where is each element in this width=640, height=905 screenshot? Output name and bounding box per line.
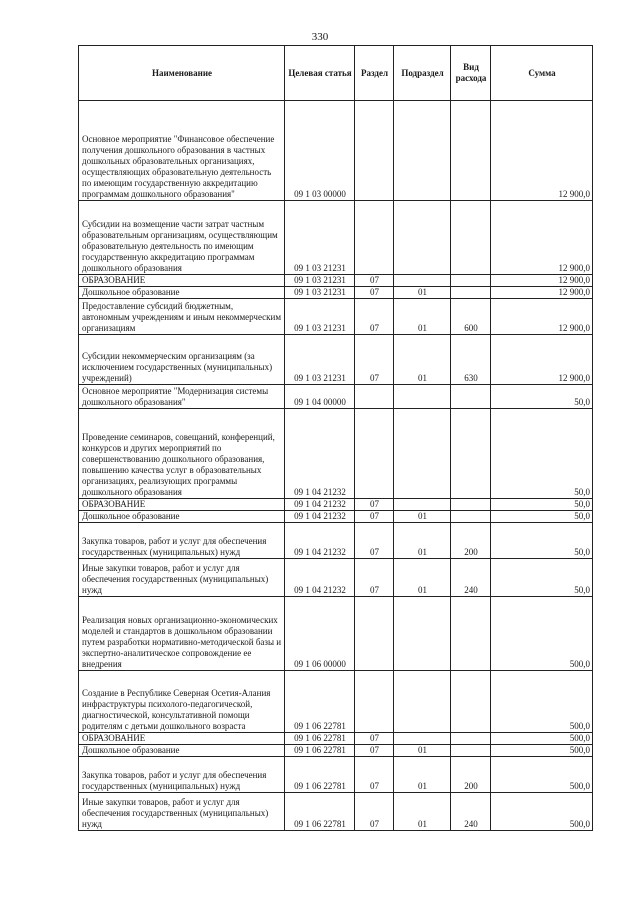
row-label: Предоставление субсидий бюджетным, автономным учреждениям и иным некоммерческим организациям bbox=[82, 301, 282, 333]
header-subsection: Подраздел bbox=[394, 46, 451, 101]
table-row bbox=[79, 745, 593, 757]
cell-code: 09 1 06 22781 bbox=[285, 671, 355, 733]
row-label: Закупка товаров, работ и услуг для обеспечения государственных (муниципальных) нужд bbox=[82, 770, 267, 791]
cell-type bbox=[451, 671, 491, 733]
cell-type bbox=[451, 499, 491, 511]
cell-type: 240 bbox=[451, 559, 491, 597]
header-type: Вид расхода bbox=[451, 46, 491, 101]
table-row bbox=[79, 597, 593, 671]
cell-section: 07 bbox=[355, 745, 394, 757]
table-row bbox=[79, 335, 593, 385]
cell-code: 09 1 03 00000 bbox=[285, 101, 355, 201]
cell-sum: 12 900,0 bbox=[491, 287, 593, 299]
cell-sum: 50,0 bbox=[491, 523, 593, 559]
cell-sum: 12 900,0 bbox=[491, 299, 593, 335]
cell-name bbox=[79, 757, 285, 793]
cell-type bbox=[451, 511, 491, 523]
cell-sum: 50,0 bbox=[491, 499, 593, 511]
cell-subsection bbox=[394, 201, 451, 275]
row-label: Проведение семинаров, совещаний, конференций, конкурсов и других мероприятий по совершенствованию дошкольного образования, повышению качества услуг в образовательных организациях, реализующих программы дошкольного образования bbox=[82, 432, 275, 497]
header-sum: Сумма bbox=[491, 46, 593, 101]
row-label: Субсидии на возмещение части затрат частным образовательным организациям, осуществляющим образовательную деятельность по имеющим государственную аккредитацию программам дошкольного образования bbox=[82, 219, 278, 273]
cell-sum: 12 900,0 bbox=[491, 201, 593, 275]
cell-subsection bbox=[394, 733, 451, 745]
header-section: Раздел bbox=[355, 46, 394, 101]
cell-name bbox=[79, 409, 285, 499]
cell-type bbox=[451, 287, 491, 299]
row-label: Иные закупки товаров, работ и услуг для обеспечения государственных (муниципальных) нужд bbox=[82, 563, 269, 595]
cell-section: 07 bbox=[355, 793, 394, 831]
cell-section bbox=[355, 409, 394, 499]
cell-subsection bbox=[394, 101, 451, 201]
cell-name bbox=[79, 499, 285, 511]
table-row bbox=[79, 385, 593, 409]
cell-type bbox=[451, 409, 491, 499]
cell-name bbox=[79, 745, 285, 757]
cell-sum: 500,0 bbox=[491, 793, 593, 831]
cell-section: 07 bbox=[355, 499, 394, 511]
cell-code: 09 1 04 21232 bbox=[285, 559, 355, 597]
cell-sum: 500,0 bbox=[491, 597, 593, 671]
cell-name bbox=[79, 275, 285, 287]
cell-code: 09 1 03 21231 bbox=[285, 275, 355, 287]
cell-sum: 50,0 bbox=[491, 409, 593, 499]
table-row bbox=[79, 499, 593, 511]
cell-code: 09 1 06 22781 bbox=[285, 793, 355, 831]
table-row bbox=[79, 733, 593, 745]
table-row bbox=[79, 409, 593, 499]
cell-section: 07 bbox=[355, 287, 394, 299]
table-row bbox=[79, 511, 593, 523]
cell-code: 09 1 06 22781 bbox=[285, 733, 355, 745]
cell-subsection: 01 bbox=[394, 559, 451, 597]
cell-name bbox=[79, 201, 285, 275]
cell-subsection: 01 bbox=[394, 335, 451, 385]
cell-sum: 12 900,0 bbox=[491, 335, 593, 385]
cell-subsection: 01 bbox=[394, 523, 451, 559]
cell-section bbox=[355, 201, 394, 275]
budget-table bbox=[78, 45, 593, 831]
cell-name bbox=[79, 793, 285, 831]
table-row bbox=[79, 559, 593, 597]
cell-code: 09 1 04 21232 bbox=[285, 499, 355, 511]
cell-subsection: 01 bbox=[394, 511, 451, 523]
row-label: Закупка товаров, работ и услуг для обеспечения государственных (муниципальных) нужд bbox=[82, 536, 267, 557]
cell-sum: 500,0 bbox=[491, 671, 593, 733]
cell-code: 09 1 04 21232 bbox=[285, 523, 355, 559]
cell-type: 200 bbox=[451, 757, 491, 793]
cell-name bbox=[79, 299, 285, 335]
row-label: Субсидии некоммерческим организациям (за исключением государственных (муниципальных) учреждений) bbox=[82, 351, 273, 383]
cell-name bbox=[79, 511, 285, 523]
cell-subsection bbox=[394, 597, 451, 671]
table-row bbox=[79, 287, 593, 299]
cell-subsection: 01 bbox=[394, 299, 451, 335]
cell-name bbox=[79, 559, 285, 597]
cell-sum: 50,0 bbox=[491, 559, 593, 597]
cell-type bbox=[451, 275, 491, 287]
cell-subsection bbox=[394, 499, 451, 511]
header-code: Целевая статья bbox=[285, 46, 355, 101]
row-label: ОБРАЗОВАНИЕ bbox=[82, 275, 146, 285]
cell-subsection: 01 bbox=[394, 287, 451, 299]
cell-name bbox=[79, 733, 285, 745]
cell-name bbox=[79, 597, 285, 671]
cell-type: 200 bbox=[451, 523, 491, 559]
table-row bbox=[79, 523, 593, 559]
cell-subsection: 01 bbox=[394, 757, 451, 793]
table-row bbox=[79, 101, 593, 201]
cell-section: 07 bbox=[355, 299, 394, 335]
cell-section bbox=[355, 385, 394, 409]
row-label: Дошкольное образование bbox=[82, 745, 180, 755]
cell-code: 09 1 04 21232 bbox=[285, 511, 355, 523]
cell-section: 07 bbox=[355, 335, 394, 385]
cell-subsection bbox=[394, 671, 451, 733]
cell-subsection: 01 bbox=[394, 793, 451, 831]
cell-section: 07 bbox=[355, 733, 394, 745]
row-label: Реализация новых организационно-экономических моделей и стандартов в дошкольном образовании путем разработки нормативно-методической базы и экспертно-аналитическое сопровождение ее внедрения bbox=[82, 615, 282, 669]
row-label: Дошкольное образование bbox=[82, 287, 180, 297]
row-label: Иные закупки товаров, работ и услуг для обеспечения государственных (муниципальных) нужд bbox=[82, 797, 269, 829]
page-number: 330 bbox=[311, 31, 329, 43]
cell-section: 07 bbox=[355, 523, 394, 559]
cell-sum: 500,0 bbox=[491, 733, 593, 745]
row-label: Основное мероприятие "Финансовое обеспечение получения дошкольного образования в частных дошкольных образовательных организациях, осуществляющих образовательную деятельность по имеющим государственную аккредитацию программам дошкольного образования" bbox=[82, 134, 275, 199]
cell-type bbox=[451, 201, 491, 275]
cell-type bbox=[451, 385, 491, 409]
table-header-row bbox=[79, 46, 593, 101]
cell-section bbox=[355, 101, 394, 201]
cell-section: 07 bbox=[355, 757, 394, 793]
cell-sum: 500,0 bbox=[491, 757, 593, 793]
table-body bbox=[79, 101, 593, 831]
cell-sum: 50,0 bbox=[491, 511, 593, 523]
cell-type bbox=[451, 745, 491, 757]
cell-code: 09 1 03 21231 bbox=[285, 299, 355, 335]
row-label: ОБРАЗОВАНИЕ bbox=[82, 733, 146, 743]
cell-type bbox=[451, 733, 491, 745]
cell-code: 09 1 06 00000 bbox=[285, 597, 355, 671]
cell-type: 240 bbox=[451, 793, 491, 831]
table-row bbox=[79, 299, 593, 335]
cell-sum: 50,0 bbox=[491, 385, 593, 409]
cell-code: 09 1 06 22781 bbox=[285, 757, 355, 793]
row-label: Создание в Республике Северная Осетия-Алания инфраструктуры психолого-педагогической, диагностической, консультативной помощи родителям с детьми дошкольного возраста bbox=[82, 688, 271, 731]
cell-type bbox=[451, 597, 491, 671]
table-row bbox=[79, 201, 593, 275]
cell-subsection bbox=[394, 275, 451, 287]
cell-type bbox=[451, 101, 491, 201]
cell-subsection: 01 bbox=[394, 745, 451, 757]
table-row bbox=[79, 793, 593, 831]
table-row bbox=[79, 671, 593, 733]
cell-section: 07 bbox=[355, 511, 394, 523]
cell-name bbox=[79, 287, 285, 299]
table-row bbox=[79, 275, 593, 287]
row-label: ОБРАЗОВАНИЕ bbox=[82, 499, 146, 509]
cell-name bbox=[79, 335, 285, 385]
row-label: Основное мероприятие "Модернизация системы дошкольного образования" bbox=[82, 386, 269, 407]
cell-subsection bbox=[394, 409, 451, 499]
cell-name bbox=[79, 101, 285, 201]
cell-subsection bbox=[394, 385, 451, 409]
cell-code: 09 1 04 00000 bbox=[285, 385, 355, 409]
cell-sum: 12 900,0 bbox=[491, 275, 593, 287]
table-row bbox=[79, 757, 593, 793]
row-label: Дошкольное образование bbox=[82, 511, 180, 521]
cell-section: 07 bbox=[355, 559, 394, 597]
cell-sum: 12 900,0 bbox=[491, 101, 593, 201]
cell-code: 09 1 03 21231 bbox=[285, 201, 355, 275]
cell-sum: 500,0 bbox=[491, 745, 593, 757]
cell-type: 630 bbox=[451, 335, 491, 385]
cell-code: 09 1 06 22781 bbox=[285, 745, 355, 757]
cell-code: 09 1 03 21231 bbox=[285, 335, 355, 385]
cell-name bbox=[79, 385, 285, 409]
cell-section bbox=[355, 597, 394, 671]
cell-code: 09 1 04 21232 bbox=[285, 409, 355, 499]
cell-name bbox=[79, 523, 285, 559]
cell-name bbox=[79, 671, 285, 733]
cell-section bbox=[355, 671, 394, 733]
cell-code: 09 1 03 21231 bbox=[285, 287, 355, 299]
cell-type: 600 bbox=[451, 299, 491, 335]
cell-section: 07 bbox=[355, 275, 394, 287]
header-name: Наименование bbox=[79, 46, 285, 101]
